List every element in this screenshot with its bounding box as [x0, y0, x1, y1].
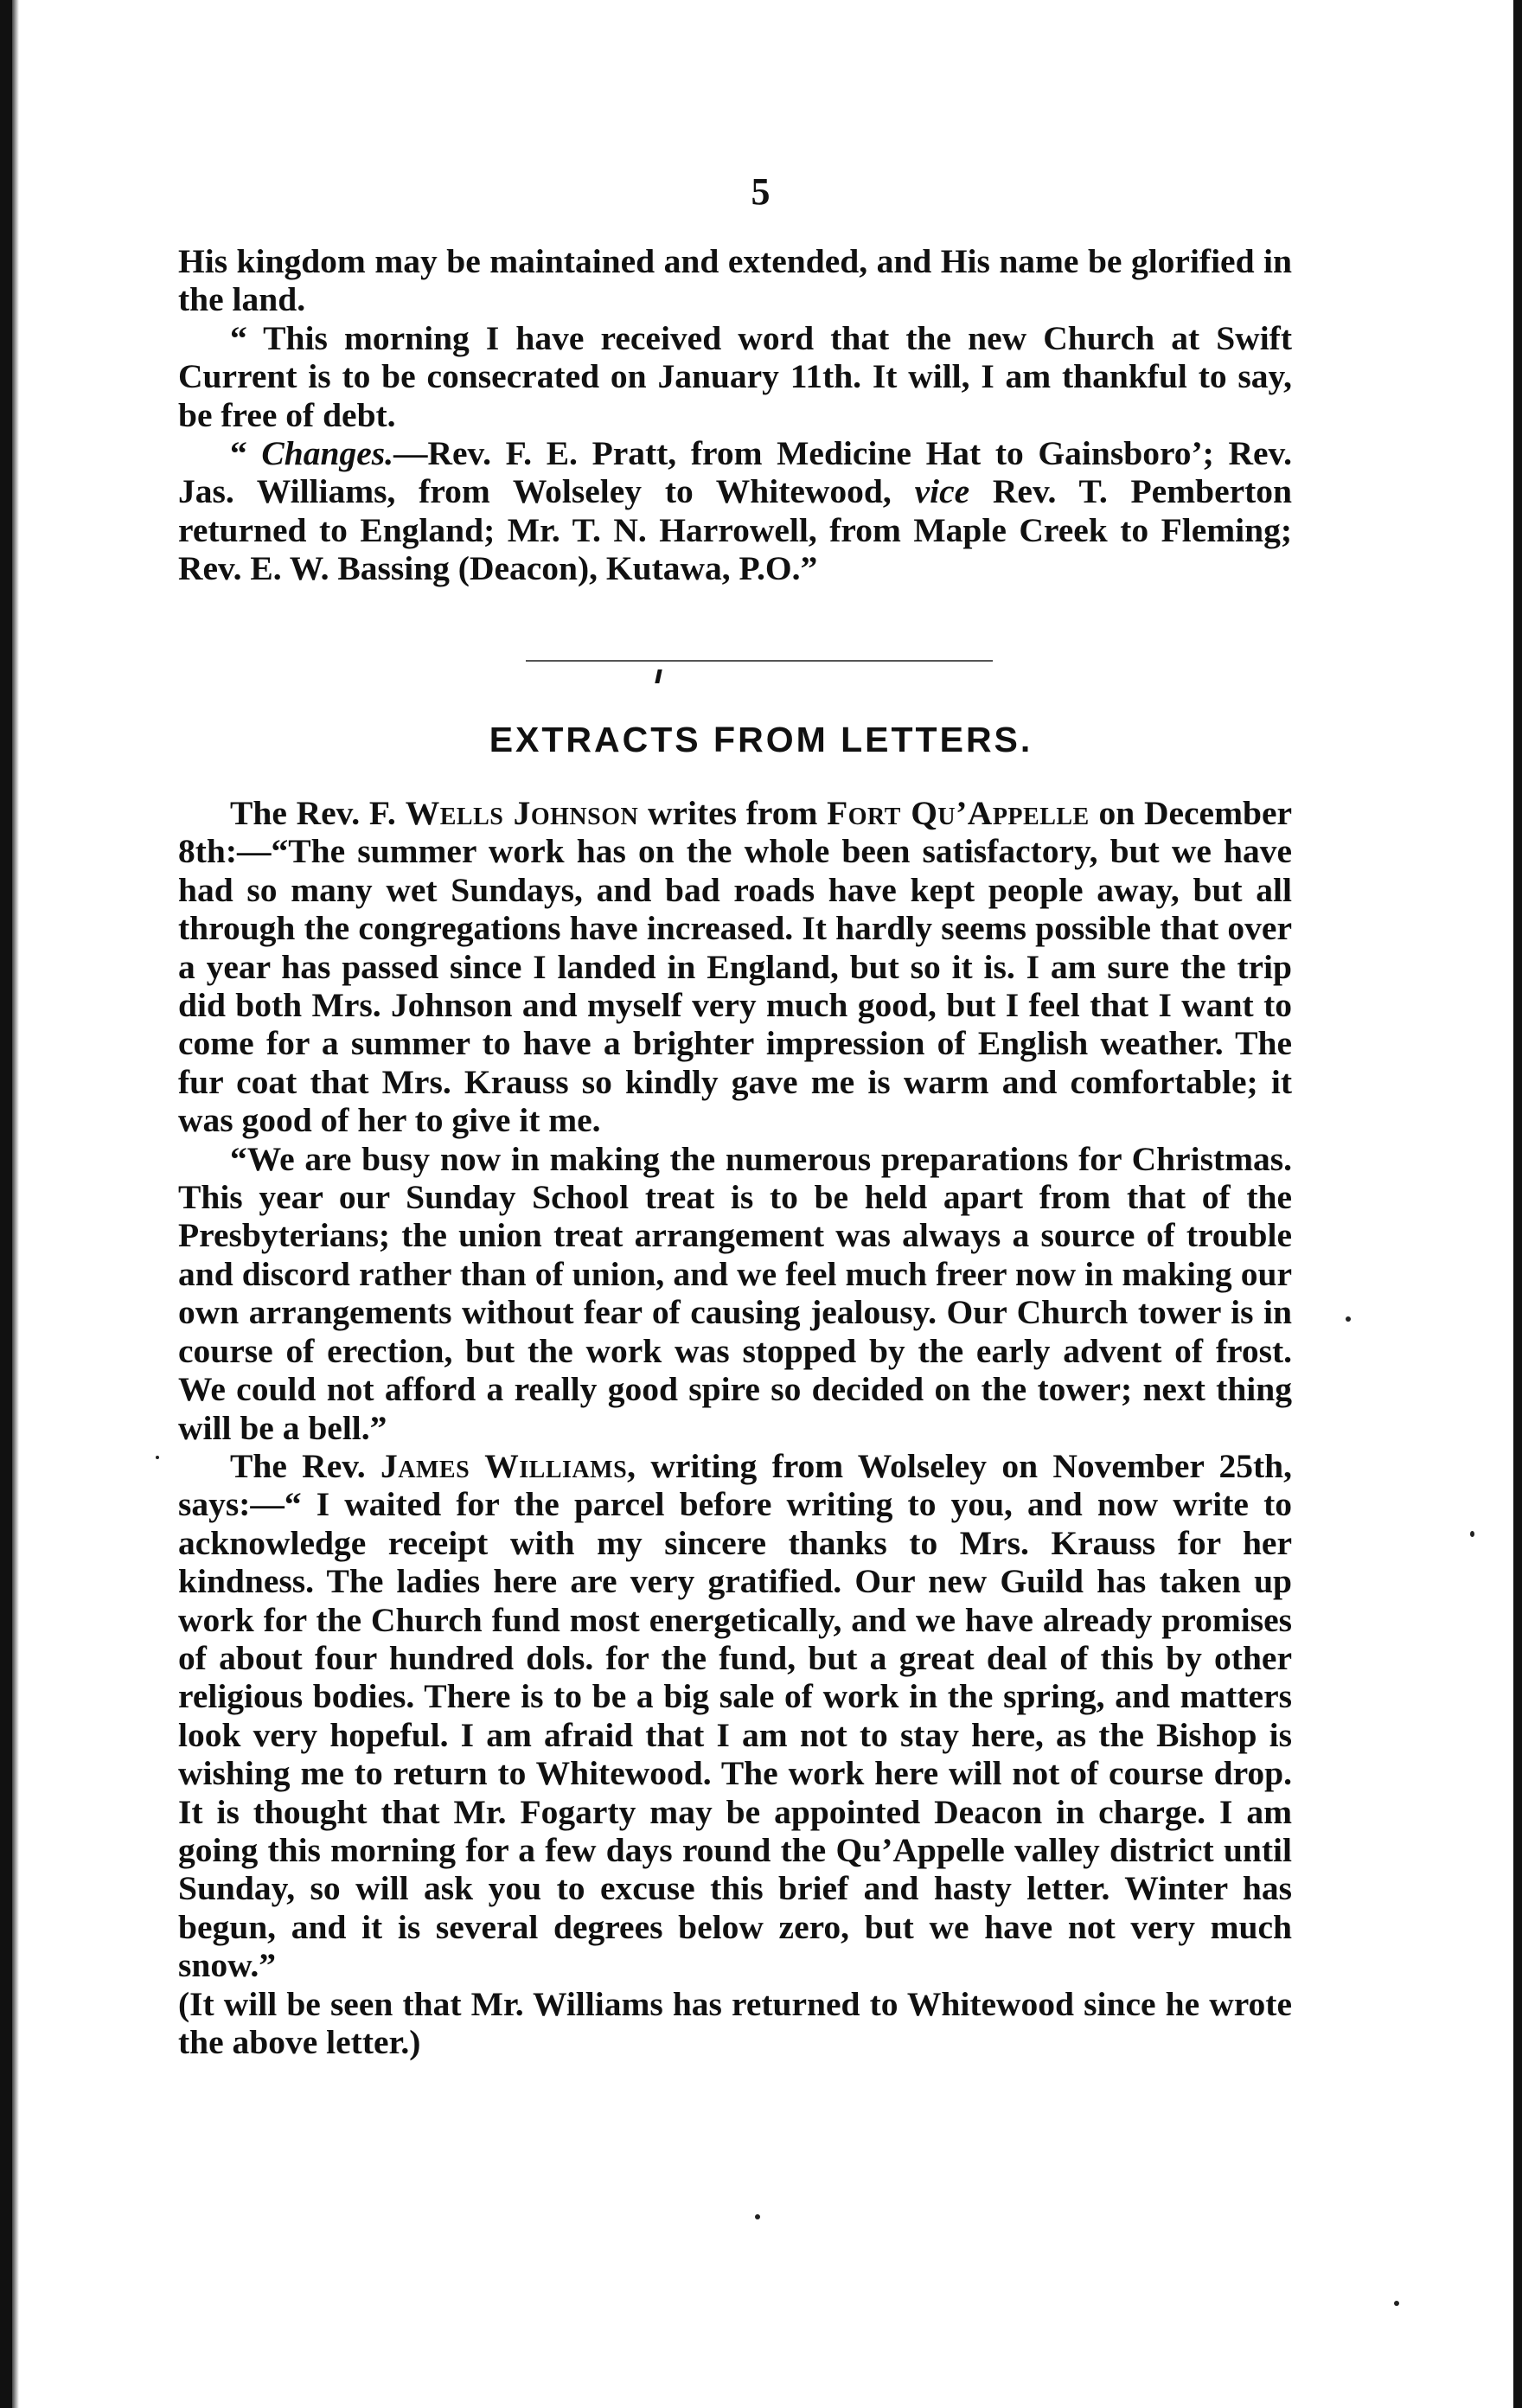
- scan-speck: [156, 1456, 159, 1459]
- johnson-name: F. Wells Johnson: [368, 794, 639, 832]
- johnson-place: Fort Qu’Appelle: [827, 794, 1090, 832]
- section-heading: EXTRACTS FROM LETTERS.: [489, 720, 1033, 759]
- vice-word: vice: [914, 472, 970, 511]
- editorial-note: (It will be seen that Mr. Williams has returned to Whitewood since he wrote the above letter.): [178, 1984, 1292, 2061]
- williams-intro: The Rev.: [230, 1446, 381, 1485]
- scan-speck: [1346, 1316, 1351, 1322]
- changes-label: Changes.: [261, 434, 393, 473]
- scan-left-edge: [0, 0, 12, 2408]
- scan-right-edge: [1513, 0, 1522, 2408]
- scan-speck: [755, 2214, 760, 2219]
- johnson-letter-paragraph-2: “We are busy now in making the numerous preparations for Christmas. This year our Sunday School treat is to be held apart from that of the Presbyterians; the union treat arrangement was always a source of trouble and discord rather than of union, and we feel much freer now in making our own arrangements without fear of causing jealousy. Our Church tower is in course of erection, but the work was stopped by the early advent of frost. We could not afford a really good spire so decided on the tower; next thing will be a bell.”: [178, 1139, 1292, 1447]
- section-divider-rule: [526, 660, 993, 662]
- scan-speck: [1394, 2301, 1399, 2306]
- johnson-body: on December 8th:—“The summer work has on the whole been satisfactory, but we have had so many wet Sundays, and bad roads have kept people away, but all through the congregations have increased. It hardly seems possible that over a year has passed since I landed in England, but so it is. I am sure the trip did both Mrs. Johnson and myself very much good, but I feel that I want to come for a summer to have a brighter impression of English weather. The fur coat that Mrs. Krauss so kindly gave me is warm and comfortable; it was good of her to give it me.: [178, 794, 1293, 1140]
- williams-body: , writing from Wolseley on November 25th, says:—“ I waited for the parcel before writing to you, and now write to acknowledge receipt with my sincere thanks to Mrs. Krauss for her kindness. The ladies here are very gratified. Our new Guild has taken up work for the Church fund most energetically, and we have already promises of about four hundred dols. for the fund, but a great deal of this by other religious bodies. There is to be a big sale of work in the spring, and matters look very hopeful. I am afraid that I am not to stay here, as the Bishop is wishing me to return to Whitewood. The work here will not of course drop. It is thought that Mr. Fogarty may be appointed Deacon in charge. I am going this morning for a few days round the Qu’Appelle valley district until Sunday, so will ask you to excuse this brief and hasty letter. Winter has begun, and it is several degrees below zero, but we have not very much snow.”: [178, 1446, 1292, 1985]
- page-number: 5: [751, 170, 771, 213]
- johnson-mid: writes from: [638, 794, 828, 832]
- open-quote: “: [230, 434, 262, 473]
- changes-text-a: —Rev. F. E. Pratt, from Medicine Hat to Gainsboro’; Rev. Jas. Williams, from Wolseley to Whitewood,: [178, 434, 1292, 511]
- williams-name: James Williams: [380, 1446, 628, 1485]
- johnson-intro: The Rev.: [230, 794, 369, 832]
- scan-speck: [1470, 1531, 1474, 1537]
- changes-text-b: Rev. T. Pemberton returned to England; Mr. T. N. Harrowell, from Maple Creek to Fleming; Rev. E. W. Bassing (Deacon), Kutawa, P.O.”: [178, 472, 1293, 588]
- johnson-letter-paragraph: [178, 794, 1292, 1140]
- divider-mark: [655, 669, 662, 683]
- continued-paragraph: His kingdom may be maintained and extended, and His name be glorified in the land.: [178, 242, 1292, 319]
- changes-paragraph: [178, 434, 1292, 588]
- consecration-paragraph: “ This morning I have received word that the new Church at Swift Current is to be consecrated on January 11th. It will, I am thankful to say, be free of debt.: [178, 318, 1292, 434]
- continued-text-block: [178, 242, 1292, 588]
- williams-letter-paragraph: [178, 1447, 1292, 1985]
- scan-left-shadow: [12, 0, 19, 2408]
- letters-text-block: [178, 794, 1292, 2061]
